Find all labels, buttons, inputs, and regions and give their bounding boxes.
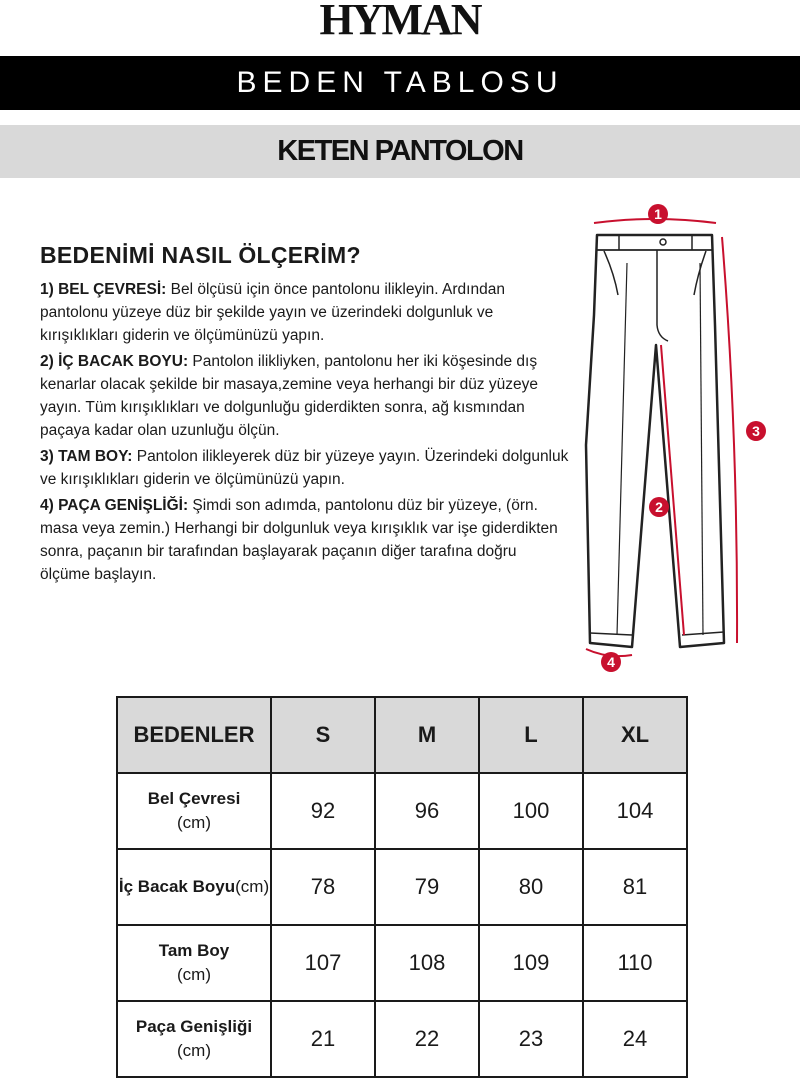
instruction-text: Pantolon ilikliyken, pantolonu her iki köşesinde dış kenarlar olacak şekilde bir masaya,zemine veya herhangi bir düz yüzeye yayın. Tüm kırışıklıkları ve dolgunluğu giderdikten sonra, ağ kısmından paçaya kadar olan uzunluğu ölçün. [40, 353, 538, 439]
instruction-label: 4) PAÇA GENİŞLİĞİ: [40, 497, 189, 514]
row-label [117, 925, 271, 1001]
pants-outline [586, 235, 724, 647]
row-label-name: İç Bacak Boyu [118, 877, 236, 896]
table-row [117, 1001, 687, 1077]
table-cell: 24 [583, 1001, 687, 1077]
table-header-row [117, 697, 687, 773]
instruction-text: Şimdi son adımda, pantolonu düz bir yüzeye, (örn. masa veya zemin.) Herhangi bir dolgunluk veya kırışıklık var işe giderdikten sonra, paçanın bir tarafından başlayarak paçanın diğer tarafına doğru ölçüme başlayın. [40, 497, 558, 583]
instruction-item [40, 350, 570, 442]
size-header: S [271, 697, 375, 773]
table-cell: 107 [271, 925, 375, 1001]
instruction-label: 2) İÇ BACAK BOYU: [40, 353, 189, 370]
row-label-unit: (cm) [177, 1041, 211, 1060]
table-cell: 108 [375, 925, 479, 1001]
table-cell: 104 [583, 773, 687, 849]
marker-1-label: 1 [654, 206, 662, 222]
banner-title: BEDEN TABLOSU [0, 56, 800, 110]
size-header: L [479, 697, 583, 773]
marker-4-label: 4 [607, 654, 615, 670]
row-label-name: Bel Çevresi [147, 789, 241, 808]
table-row [117, 925, 687, 1001]
row-label-name: Paça Genişliği [135, 1017, 253, 1036]
row-label [117, 1001, 271, 1077]
row-label-unit: (cm) [177, 965, 211, 984]
pants-measurement-diagram-icon [572, 195, 800, 685]
product-title: KETEN PANTOLON [0, 125, 800, 178]
table-cell: 21 [271, 1001, 375, 1077]
instruction-item [40, 494, 570, 586]
table-row [117, 849, 687, 925]
size-header: XL [583, 697, 687, 773]
table-cell: 110 [583, 925, 687, 1001]
instruction-text: Pantolon ilikleyerek düz bir yüzeye yayın. Üzerindeki dolgunluk ve kırışıklıkları giderin ve ölçümünüzü yapın. [40, 448, 569, 488]
table-cell: 22 [375, 1001, 479, 1077]
instruction-item [40, 445, 570, 491]
instruction-item [40, 278, 570, 347]
table-cell: 78 [271, 849, 375, 925]
table-cell: 92 [271, 773, 375, 849]
row-label-unit: (cm) [177, 813, 211, 832]
table-cell: 23 [479, 1001, 583, 1077]
brand-logo: HYMAN [319, 0, 481, 44]
row-label [117, 773, 271, 849]
length-measure-line [722, 237, 737, 643]
row-label [117, 849, 271, 925]
button-icon [660, 239, 666, 245]
table-cell: 109 [479, 925, 583, 1001]
instruction-label: 3) TAM BOY: [40, 448, 133, 465]
table-cell: 100 [479, 773, 583, 849]
instruction-text: Bel ölçüsü için önce pantolonu ilikleyin. Ardından pantolonu yüzeye düz bir şekilde yayın ve üzerindeki dolgunluk ve kırışıklıkları giderin ve ölçümünüzü yapın. [40, 281, 505, 344]
table-cell: 80 [479, 849, 583, 925]
table-row [117, 773, 687, 849]
row-label-unit: (cm) [235, 877, 270, 896]
size-chart-table [116, 696, 688, 1078]
measurement-instructions [40, 240, 570, 589]
row-label-name: Tam Boy [158, 941, 230, 960]
instruction-label: 1) BEL ÇEVRESİ: [40, 281, 167, 298]
instructions-heading: BEDENİMİ NASIL ÖLÇERİM? [40, 242, 361, 268]
table-cell: 79 [375, 849, 479, 925]
table-cell: 81 [583, 849, 687, 925]
table-cell: 96 [375, 773, 479, 849]
marker-3-label: 3 [752, 423, 760, 439]
size-header: M [375, 697, 479, 773]
marker-2-label: 2 [655, 499, 663, 515]
corner-header: BEDENLER [117, 697, 271, 773]
